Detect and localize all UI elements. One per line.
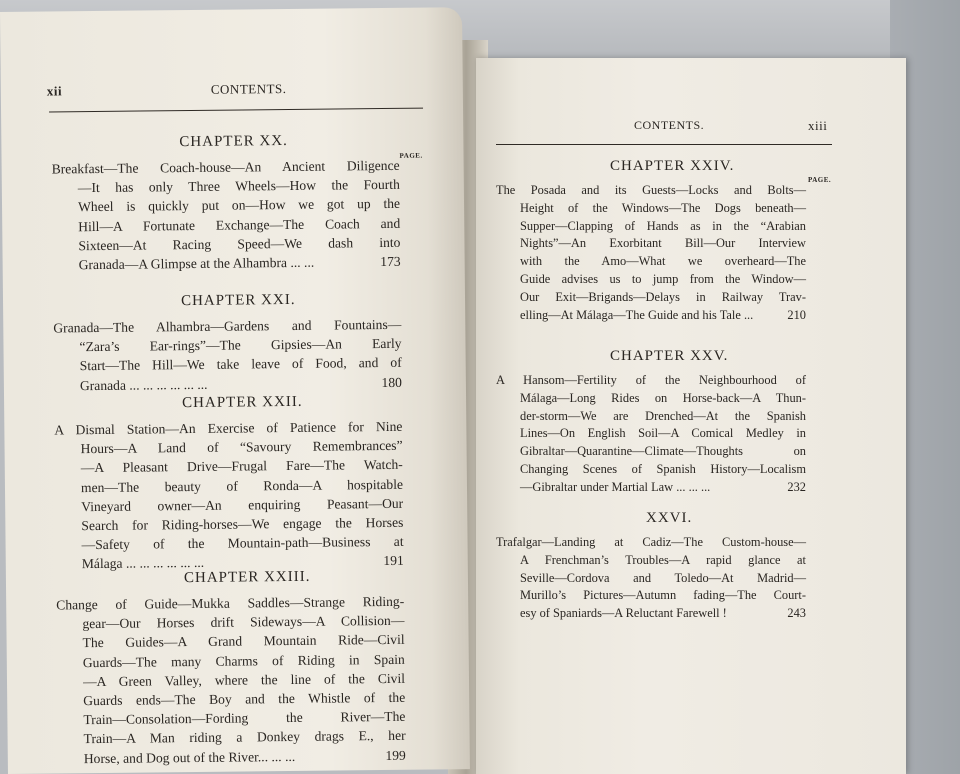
summary-text: Search for Riding-horses—We engage the Horses [81,514,404,534]
summary-text: Breakfast—The Coach-house—An Ancient Diligence [51,157,400,177]
summary-text: esy of Spaniards—A Reluctant Farewell ! [520,606,727,621]
summary-text: “Zara’s Ear-rings”—The Gipsies—An Early [79,336,402,355]
summary-text: with the Amo—What we overheard—The [520,254,806,269]
summary-line [54,372,402,395]
folio-right: xiii [808,118,828,133]
summary-text: gear—Our Horses drift Sideways—A Collision— [82,613,405,632]
page-number: 180 [381,374,402,390]
summary-text: Hours—A Land of “Savoury Remembrances” [80,438,403,457]
chapter-title: CHAPTER XXIII. [183,568,311,587]
summary-text: Train—A Man riding a Donkey drags E., her [83,728,406,747]
summary-line [496,271,806,289]
chapter-title: CHAPTER XXV. [610,348,729,364]
page-column-label: PAGE. [808,176,832,184]
chapter-summary [54,417,404,574]
summary-text: Wheel is quickly put on—How we got up the [77,196,401,215]
summary-text: Trafalgar—Landing at Cadiz—The Custom-house— [496,535,806,549]
summary-text: Sixteen—At Racing Speed—We dash into [78,234,401,254]
page-column-label: PAGE. [399,151,423,160]
left-page [0,7,470,774]
summary-line [496,218,806,236]
summary-line [496,479,806,497]
summary-text: —It has only Three Wheels—How the Fourth [77,177,400,196]
summary-text: Guide advises us to jump from the Window— [520,271,806,286]
summary-line [496,552,806,570]
summary-text: Train—Consolation—Fording the River—The [83,709,406,728]
summary-text: —A Green Valley, where the line of the Civil [82,670,406,689]
summary-line [496,443,806,461]
summary-line [496,253,806,271]
summary-line [496,425,806,443]
summary-text: The Guides—A Grand Mountain Ride—Civil [82,632,405,651]
summary-line [496,235,806,253]
chapter-title: CHAPTER XXI. [180,291,296,310]
page-number: 232 [787,479,806,494]
summary-line [496,200,806,218]
summary-text: —Safety of the Mountain-path—Business at [81,534,404,553]
summary-line [496,570,806,588]
summary-line [496,390,806,408]
summary-text: Murillo’s Pictures—Autumn fading—The Court- [520,588,806,603]
chapter-summary [56,592,406,768]
summary-text: Supper—Clapping of Hands as in the “Arabian [520,218,806,233]
chapter-summary [496,534,806,623]
running-head-left: CONTENTS. [210,81,287,97]
summary-text: Granada—A Glimpse at the Alhambra ... ... [78,254,315,273]
summary-line [496,307,806,325]
summary-text: Height of the Windows—The Dogs beneath— [520,200,806,215]
chapter-summary [52,156,401,275]
chapter-title: CHAPTER XX. [179,132,288,151]
summary-text: A Frenchman’s Troubles—A rapid glance at [520,552,806,567]
page-number: 173 [380,253,401,270]
chapter-title: CHAPTER XXIV. [610,158,735,174]
summary-text: —A Pleasant Drive—Frugal Fare—The Watch- [80,457,403,476]
summary-text: Start—The Hill—We take leave of Food, and of [79,355,402,374]
summary-text: Málaga ... ... ... ... ... ... [81,555,205,572]
summary-text: Nights”—An Exorbitant Bill—Our Interview [520,236,806,251]
chapter-title: CHAPTER XXII. [182,393,303,412]
summary-text: A Hansom—Fertility of the Neighbourhood of [496,373,806,387]
summary-text: Málaga—Long Rides on Horse-back—A Thun- [520,390,806,405]
summary-text: Vineyard owner—An enquiring Peasant—Our [81,495,404,514]
summary-line [496,372,806,390]
chapter-summary [53,315,402,395]
summary-text: Change of Guide—Mukka Saddles—Strange Riding- [56,593,405,613]
summary-text: Granada—The Alhambra—Gardens and Fountains— [53,316,402,336]
summary-text: The Posada and its Guests—Locks and Bolts— [496,183,806,197]
head-rule-left [49,108,423,113]
summary-text: —Gibraltar under Martial Law ... ... ... [520,479,711,494]
summary-line [496,408,806,426]
summary-text: Guards—The many Charms of Riding in Spain [82,651,405,670]
summary-line [496,605,806,623]
summary-text: A Dismal Station—An Exercise of Patience for Nine [54,418,403,438]
summary-text: Lines—On English Soil—A Comical Medley in [520,426,806,441]
folio-left: xii [46,83,63,99]
page-number: 210 [787,307,806,322]
page-number: 191 [383,553,404,569]
page-number: 199 [385,747,406,763]
summary-line [58,745,406,768]
summary-line [496,182,806,200]
summary-text: der-storm—We are Drenched—At the Spanish [520,408,806,423]
summary-text: Gibraltar—Quarantine—Climate—Thoughts on [520,444,806,459]
summary-line [53,252,401,275]
summary-line [496,534,806,552]
head-rule-right [496,144,832,145]
summary-text: Horse, and Dog out of the River... ... ... [83,748,296,766]
right-page [476,58,906,774]
summary-line [496,587,806,605]
summary-text: Seville—Cordova and Toledo—At Madrid— [520,570,806,585]
running-head-right: CONTENTS. [634,118,705,132]
summary-text: Hill—A Fortunate Exchange—The Coach and [78,215,401,234]
summary-text: men—The beauty of Ronda—A hospitable [80,476,404,495]
summary-text: Changing Scenes of Spanish History—Localism [520,461,806,476]
summary-text: Guards ends—The Boy and the Whistle of the [83,689,406,709]
chapter-summary [496,182,806,324]
summary-text: Our Exit—Brigands—Delays in Railway Trav- [520,289,806,304]
chapter-summary [496,372,806,497]
summary-line [496,461,806,479]
chapter-title: XXVI. [646,510,693,526]
summary-text: elling—At Málaga—The Guide and his Tale ... [520,307,754,322]
page-number: 243 [787,606,806,621]
summary-text: Granada ... ... ... ... ... ... [79,376,208,393]
summary-line [496,289,806,307]
